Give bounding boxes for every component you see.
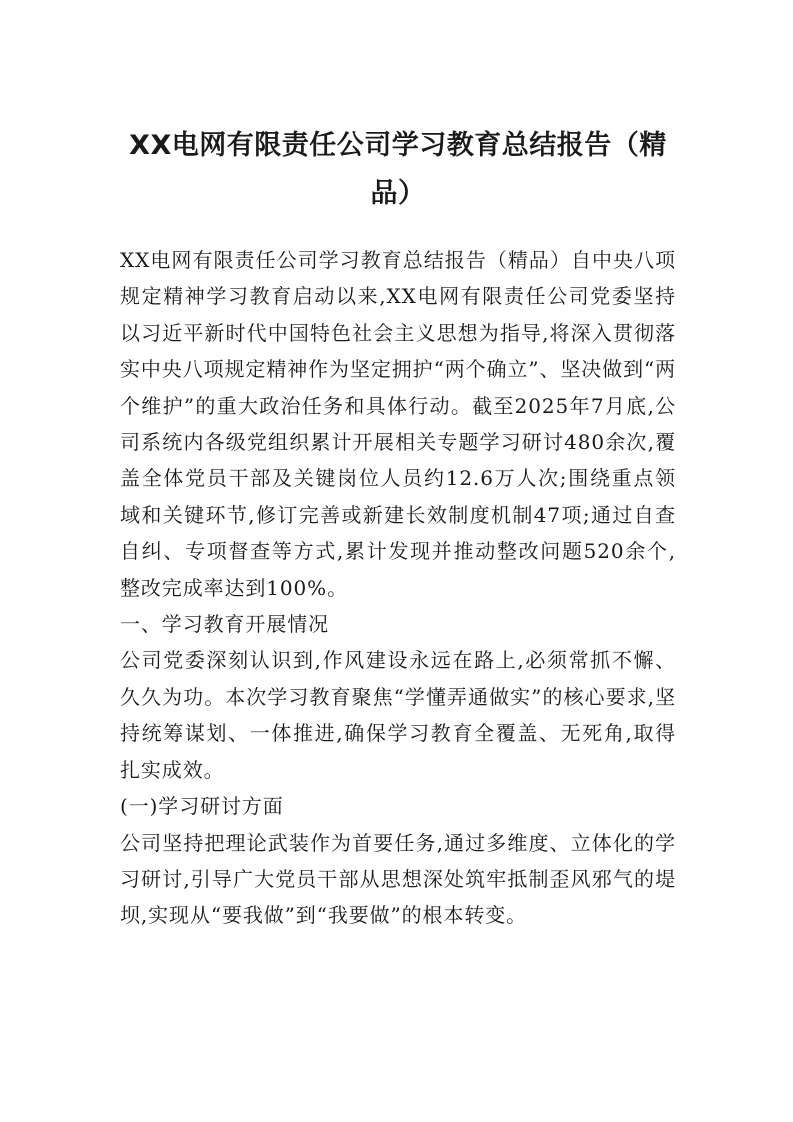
section-heading-1: 一、学习教育开展情况 bbox=[120, 612, 329, 637]
intro-paragraph: XX电网有限责任公司学习教育总结报告（精品）自中央八项规定精神学习教育启动以来,XX电网有限责任公司党委坚持以习近平新时代中国特色社会主义思想为指导,将深入贯彻落实中央八项规定精神作为坚定拥护“两个确立”、坚决做到“两个维护”的重大政治任务和具体行动。截至2025年7月底,公司系统内各级党组织累计开展相关专题学习研讨480余次,覆盖全体党员干部及关键岗位人员约12.6万人次;围绕重点领域和关键环节,修订完善或新建长效制度机制47项;通过自查自纠、专项督查等方式,累计发现并推动整改问题520余个,整改完成率达到100%。 bbox=[120, 248, 676, 600]
document-body bbox=[120, 242, 676, 934]
document-title: XX电网有限责任公司学习教育总结报告（精品） bbox=[129, 130, 667, 209]
section-1-paragraph: 公司党委深刻认识到,作风建设永远在路上,必须常抓不懈、久久为功。本次学习教育聚焦“学懂弄通做实”的核心要求,坚持统筹谋划、一体推进,确保学习教育全覆盖、无死角,取得扎实成效。 bbox=[120, 648, 676, 782]
subsection-1-paragraph: 公司坚持把理论武装作为首要任务,通过多维度、立体化的学习研讨,引导广大党员干部从思想深处筑牢抵制歪风邪气的堤坝,实现从“要我做”到“我要做”的根本转变。 bbox=[120, 830, 676, 928]
subsection-heading-1: (一)学习研讨方面 bbox=[120, 794, 284, 819]
